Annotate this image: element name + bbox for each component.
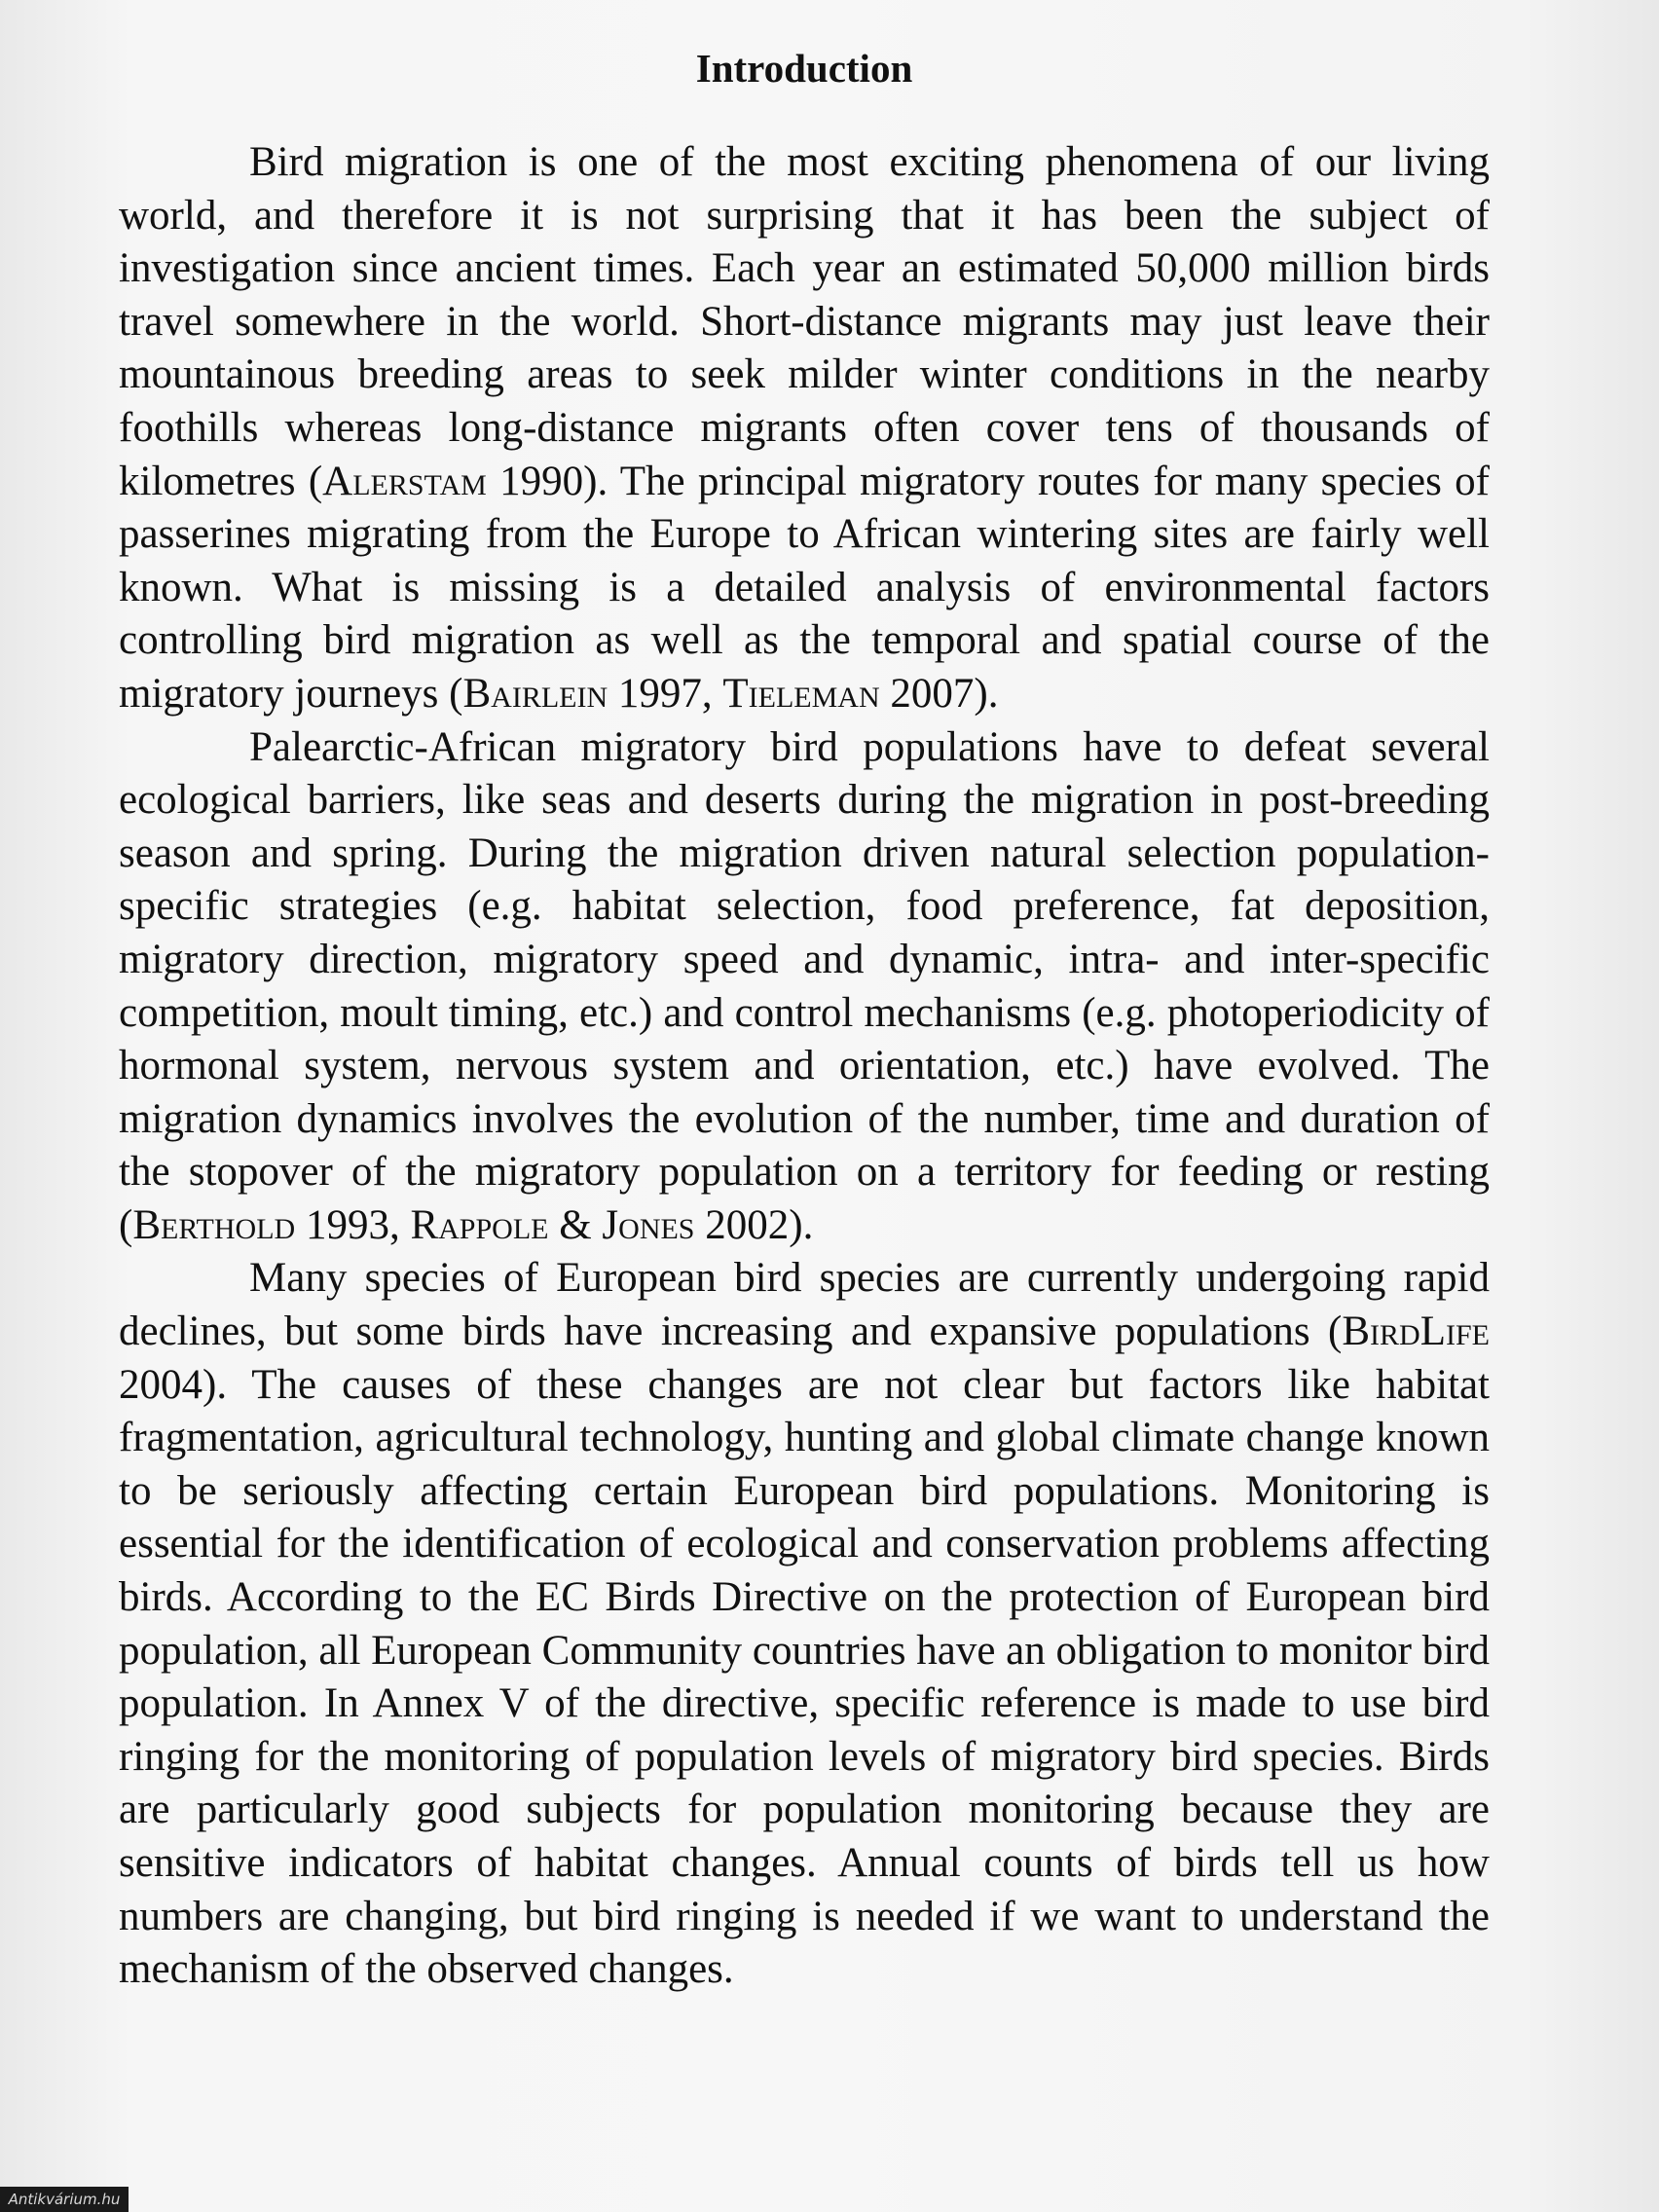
citation-author: Tieleman: [722, 670, 880, 717]
citation-author: Jones: [602, 1201, 695, 1248]
paragraph-text: 1993,: [295, 1201, 411, 1248]
paragraph-text: Palearctic-African migratory bird populations have to defeat several ecological barriers, like seas and deserts during the migration in post-breeding season and spring. During the migration driven natural selection population-specific strategies (e.g. habitat selection, food preference, fat deposition, migratory direction, migratory speed and dynamic, intra- and inter-specific competition, moult timing, etc.) and control mechanisms (e.g. photoperiodicity of hormonal system, nervous system and orientation, etc.) have evolved. The migration dynamics involves the evolution of the number, time and duration of the stopover of the migratory population on a territory for feeding or resting (: [119, 723, 1490, 1248]
paragraph-2: [119, 721, 1490, 1253]
paragraph-text: Bird migration is one of the most exciting phenomena of our living world, and therefore it is not surprising that it has been the subject of investigation since ancient times. Each year an estimated 50,000 million birds travel somewhere in the world. Short-distance migrants may just leave their mountainous breeding areas to seek milder winter conditions in the nearby foothills whereas long-distance migrants often cover tens of thousands of kilometres (: [119, 139, 1490, 504]
paragraph-text: &: [548, 1201, 603, 1248]
page-title: Introduction: [695, 46, 913, 91]
paragraphs: [119, 136, 1490, 1997]
paragraph-text: 2007).: [879, 670, 999, 717]
document-body: [119, 39, 1490, 1997]
paragraph-text: 1990). The principal migratory routes for many species of passerines migrating from the Europe to African wintering sites are fairly well known. What is missing is a detailed analysis of environmental factors controlling bird migration as well as the temporal and spatial course of the migratory journeys (: [119, 458, 1490, 717]
citation-author: Alerstam: [322, 458, 487, 504]
paragraph-text: 1997,: [608, 670, 723, 717]
paragraph-text: Many species of European bird species are currently undergoing rapid declines, but some birds have increasing and expansive populations (: [119, 1255, 1490, 1355]
paragraph-3: [119, 1252, 1490, 1996]
paragraph-text: 2002).: [694, 1201, 814, 1248]
citation-author: Berthold: [132, 1201, 296, 1248]
paragraph-text: 2004). The causes of these changes are not clear but factors like habitat fragmentation, agricultural technology, hunting and global climate change known to be seriously affecting certain European bird populations. Monitoring is essential for the identification of ecological and conservation problems affecting birds. According to the EC Birds Directive on the protection of European bird population, all European Community countries have an obligation to monitor bird population. In Annex V of the directive, specific reference is made to use bird ringing for the monitoring of population levels of migratory bird species. Birds are particularly good subjects for population monitoring because they are sensitive indicators of habitat changes. Annual counts of birds tell us how numbers are changing, but bird ringing is needed if we want to understand the mechanism of the observed changes.: [119, 1361, 1490, 1993]
watermark-label: Antikvárium.hu: [0, 2187, 129, 2212]
citation-author: Rappole: [410, 1201, 549, 1248]
citation-author: BirdLife: [1342, 1309, 1490, 1355]
paragraph-1: [119, 136, 1490, 721]
citation-author: Bairlein: [462, 670, 608, 717]
